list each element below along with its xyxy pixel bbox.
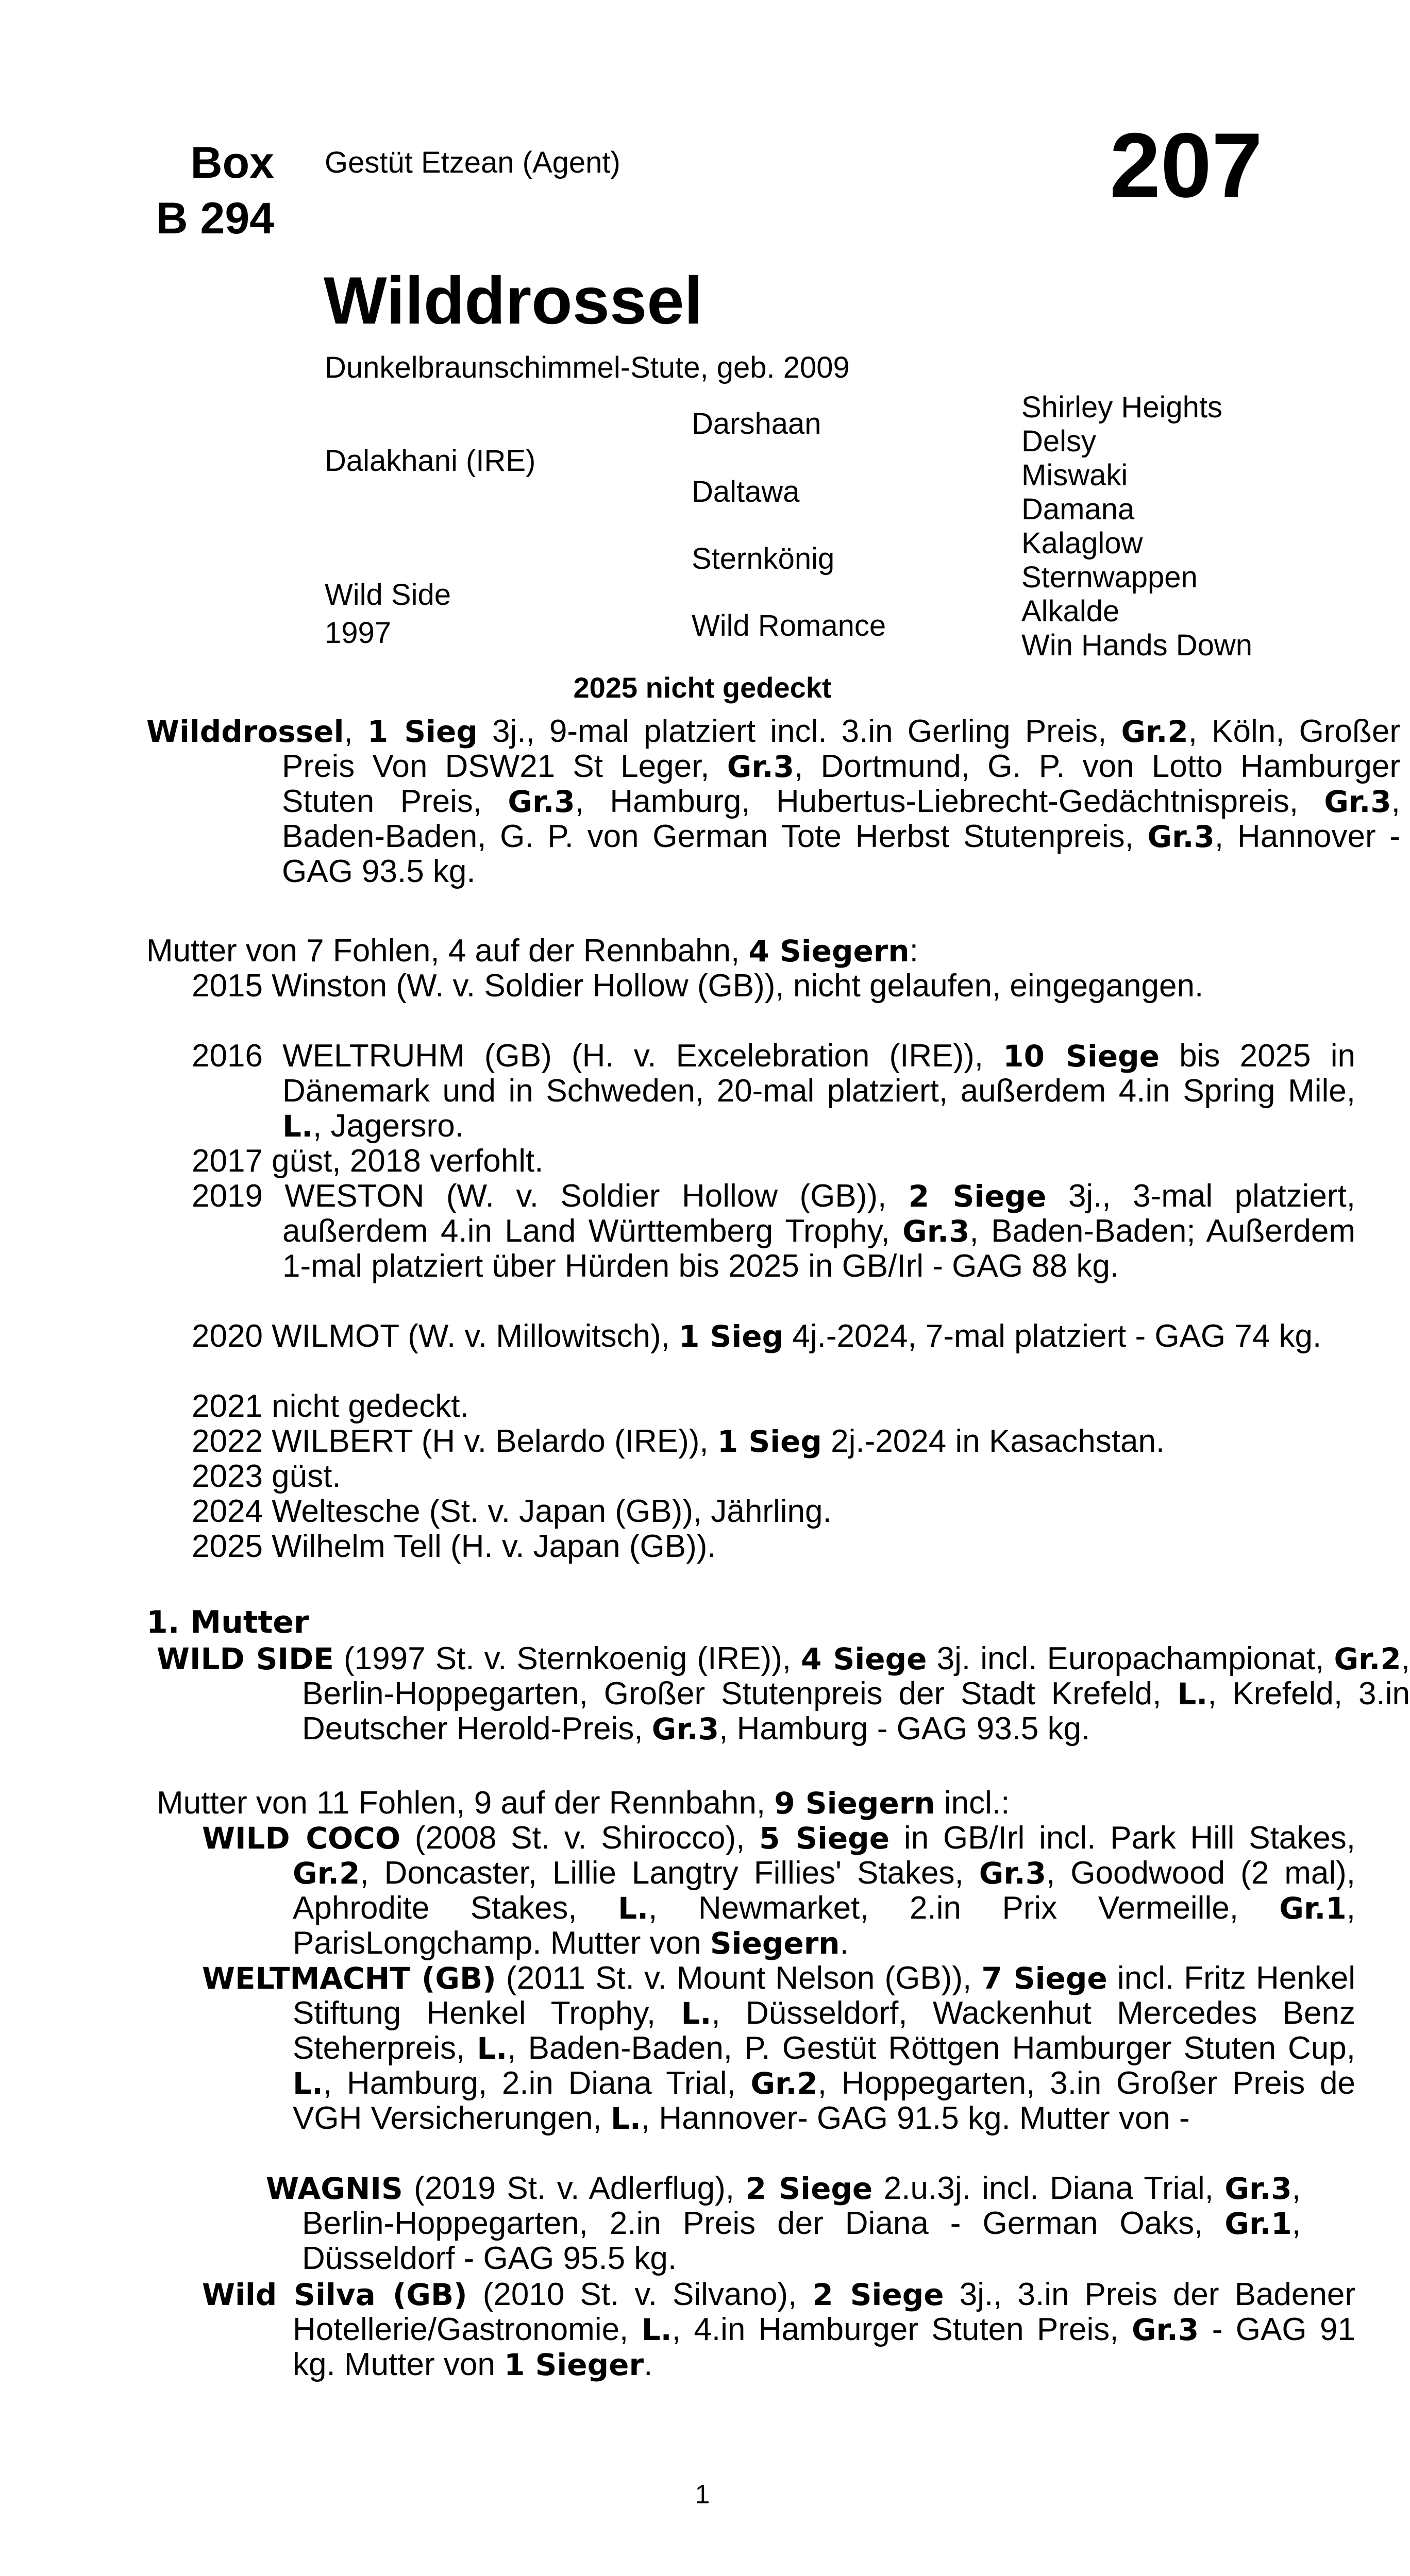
foal-2019: 2019 WESTON (W. v. Soldier Hollow (GB)), 2 Siege 3j., 3-mal platziert, außerdem 4.in Land Württemberg Trophy, Gr.3, Baden-Baden; Außerdem 1-mal platziert über Hürden bis 2025 in GB/Irl - GAG 88 kg. (192, 1178, 1355, 1284)
record-wins: 1 Sieg (367, 714, 478, 749)
foal-2016: 2016 WELTRUHM (GB) (H. v. Excelebration (IRE)), 10 Siege bis 2025 in Dänemark und in Schweden, 20-mal platziert, außerdem 4.in Spring Mile, L., Jagersro. (192, 1038, 1355, 1144)
box-label-text: Box (190, 138, 274, 188)
page-number: 1 (695, 2480, 710, 2510)
progeny-wild-coco: WILD COCO (2008 St. v. Shirocco), 5 Siege in GB/Irl incl. Park Hill Stakes, Gr.2, Doncaster, Lillie Langtry Fillies' Stakes, Gr.3, Goodwood (2 mal), Aphrodite Stakes, L., Newmarket, 2.in Prix Vermeille, Gr.1, ParisLongchamp. Mutter von Siegern. (202, 1820, 1356, 1961)
pedigree-dam-dam: Wild Romance (692, 609, 886, 642)
pedigree-gen3-4: Damana (1021, 493, 1135, 526)
foal-2021: 2021 nicht gedeckt. (192, 1388, 469, 1424)
pedigree-dam-year: 1997 (325, 616, 392, 650)
record-name: Wilddrossel (146, 714, 344, 749)
first-dam-record: WILD SIDE (1997 St. v. Sternkoenig (IRE)), 4 Siege 3j. incl. Europachampionat, Gr.2, Berlin-Hoppegarten, Großer Stutenpreis der Stadt Krefeld, L., Krefeld, 3.in Deutscher Herold-Preis, Gr.3, Hamburg - GAG 93.5 kg. (157, 1641, 1410, 1747)
box-label (139, 135, 274, 246)
first-dam-heading: 1. Mutter (146, 1604, 309, 1640)
foal-2015: 2015 Winston (W. v. Soldier Hollow (GB)), nicht gelaufen, eingegangen. (192, 968, 1204, 1004)
foal-2024: 2024 Weltesche (St. v. Japan (GB)), Jährling. (192, 1494, 832, 1529)
foal-2025: 2025 Wilhelm Tell (H. v. Japan (GB)). (192, 1529, 716, 1564)
pedigree-gen3-5: Kalaglow (1021, 527, 1143, 560)
foal-2020: 2020 WILMOT (W. v. Millowitsch), 1 Sieg 4j.-2024, 7-mal platziert - GAG 74 kg. (192, 1318, 1322, 1354)
covering-status: 2025 nicht gedeckt (573, 671, 832, 704)
pedigree-gen3-1: Shirley Heights (1021, 391, 1223, 424)
progeny-weltmacht: WELTMACHT (GB) (2011 St. v. Mount Nelson (GB)), 7 Siege incl. Fritz Henkel Stiftung Henkel Trophy, L., Düsseldorf, Wackenhut Mercedes Benz Steherpreis, L., Baden-Baden, P. Gestüt Röttgen Hamburger Stuten Cup, L., Hamburg, 2.in Diana Trial, Gr.2, Hoppegarten, 3.in Großer Preis de VGH Versicherungen, L., Hannover- GAG 91.5 kg. Mutter von - (202, 1960, 1355, 2136)
pedigree-gen3-3: Miswaki (1021, 459, 1128, 492)
pedigree-dam: Wild Side (325, 578, 451, 612)
foal-2023: 2023 güst. (192, 1459, 341, 1494)
pedigree-sire-dam: Daltawa (692, 475, 800, 509)
horse-name: Wilddrossel (324, 263, 703, 338)
produce-intro: Mutter von 7 Fohlen, 4 auf der Rennbahn, 4 Siegern: (146, 933, 918, 969)
progeny-wagnis: WAGNIS (2019 St. v. Adlerflug), 2 Siege 2.u.3j. incl. Diana Trial, Gr.3, Berlin-Hoppegarten, 2.in Preis der Diana - German Oaks, Gr.1, Düsseldorf - GAG 95.5 kg. (266, 2171, 1301, 2276)
pedigree-sire-sire: Darshaan (692, 407, 821, 440)
pedigree-gen3-8: Win Hands Down (1021, 629, 1253, 662)
seller: Gestüt Etzean (Agent) (325, 146, 620, 179)
pedigree-dam-sire: Sternkönig (692, 542, 835, 575)
pedigree-gen3-2: Delsy (1021, 425, 1097, 458)
lot-number: 207 (1110, 114, 1263, 216)
horse-description: Dunkelbraunschimmel-Stute, geb. 2009 (325, 351, 850, 384)
foal-2022: 2022 WILBERT (H v. Belardo (IRE)), 1 Sieg 2j.-2024 in Kasachstan. (192, 1423, 1165, 1459)
progeny-wild-silva: Wild Silva (GB) (2010 St. v. Silvano), 2 Siege 3j., 3.in Preis der Badener Hotellerie/Gastronomie, L., 4.in Hamburger Stuten Preis, Gr.3 - GAG 91 kg. Mutter von 1 Sieger. (202, 2277, 1356, 2382)
first-dam-produce: Mutter von 11 Fohlen, 9 auf der Rennbahn, 9 Siegern incl.: (157, 1785, 1010, 1821)
race-record: Wilddrossel, 1 Sieg 3j., 9-mal platziert incl. 3.in Gerling Preis, Gr.2, Köln, Großer Preis Von DSW21 St Leger, Gr.3, Dortmund, G. P. von Lotto Hamburger Stuten Preis, Gr.3, Hamburg, Hubertus-Liebrecht-Gedächtnispreis, Gr.3, Baden-Baden, G. P. von German Tote Herbst Stutenpreis, Gr.3, Hannover - GAG 93.5 kg. (146, 714, 1400, 889)
box-number: B 294 (156, 194, 274, 243)
pedigree-gen3-6: Sternwappen (1021, 561, 1198, 594)
pedigree-gen3 (1021, 391, 1252, 663)
pedigree-gen3-7: Alkalde (1021, 595, 1120, 628)
pedigree-sire: Dalakhani (IRE) (325, 444, 536, 478)
foal-2017: 2017 güst, 2018 verfohlt. (192, 1143, 544, 1179)
